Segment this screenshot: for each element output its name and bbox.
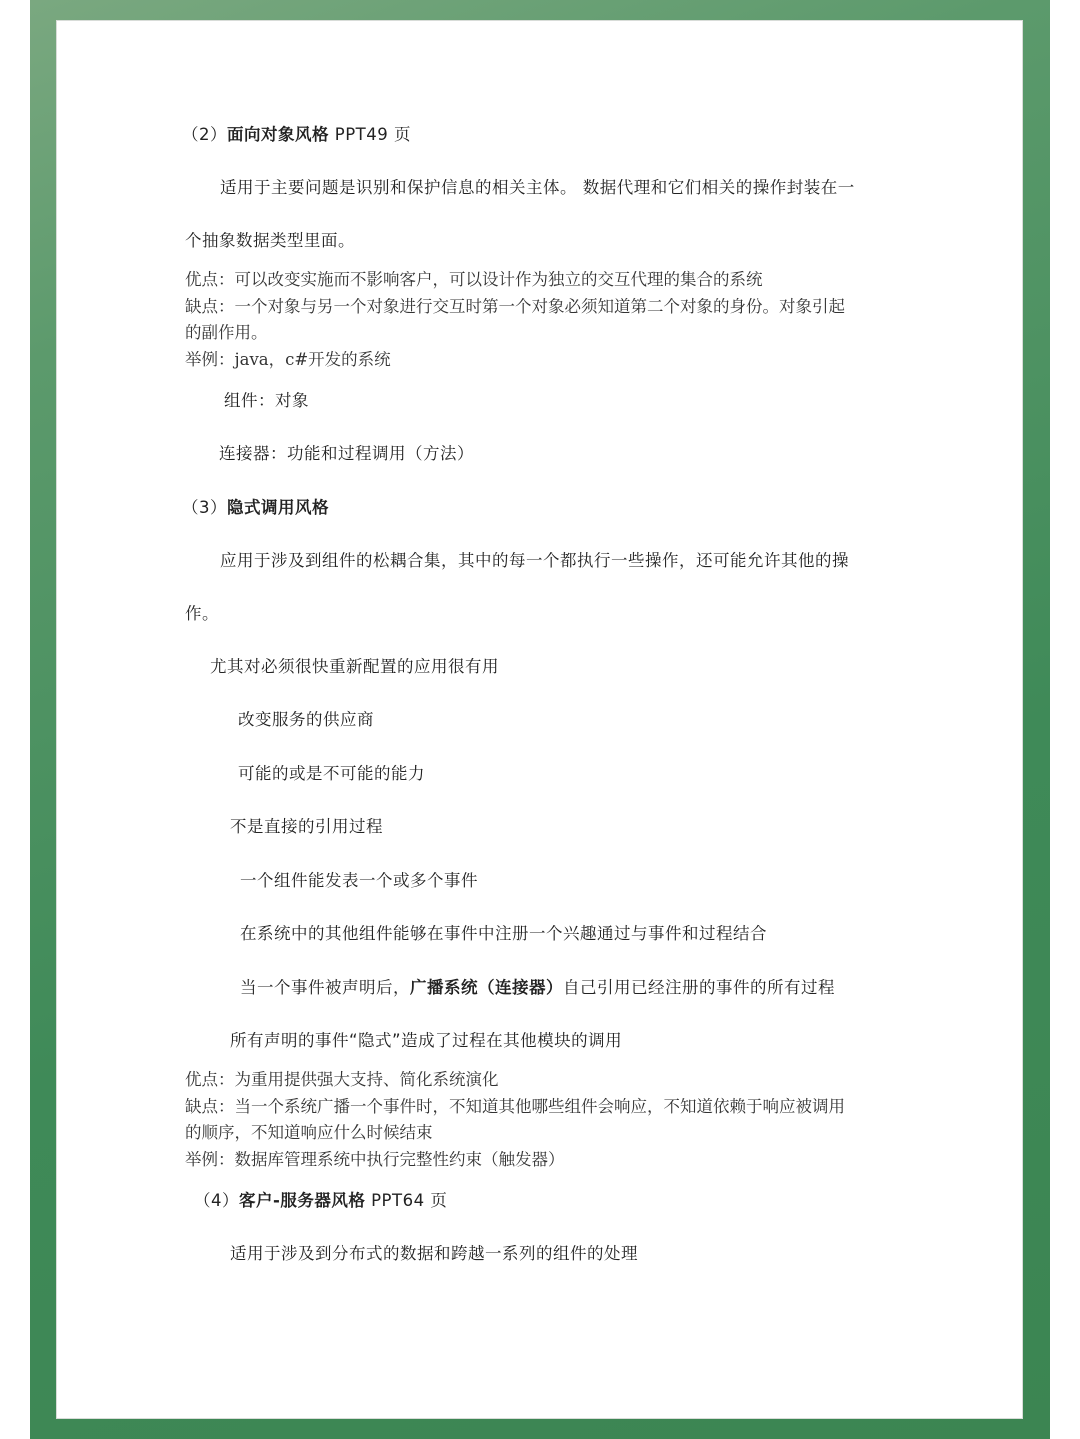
paragraph: [240, 977, 835, 999]
paragraph: 不是直接的引用过程: [230, 817, 383, 836]
cons-text: 缺点：当一个系统广播一个事件时，不知道其他哪些组件会响应，不知道依赖于响应被调用: [185, 1097, 845, 1116]
paragraph: 应用于涉及到组件的松耦合集，其中的每一个都执行一些操作，还可能允许其他的操: [220, 551, 849, 570]
paragraph: 可能的或是不可能的能力: [238, 764, 425, 783]
section4-heading: [194, 1190, 447, 1212]
pros-text: 优点：为重用提供强大支持、简化系统演化: [185, 1070, 499, 1089]
heading-title: 面向对象风格: [227, 125, 329, 144]
heading-title: 客户-服务器风格: [239, 1191, 366, 1210]
section3-heading: [182, 497, 329, 519]
heading-title: 隐式调用风格: [227, 498, 329, 517]
connector-text: 连接器：功能和过程调用（方法）: [219, 444, 474, 463]
section2-heading: [182, 124, 411, 146]
paragraph: 适用于涉及到分布式的数据和跨越一系列的组件的处理: [230, 1244, 638, 1263]
example-text: 举例：数据库管理系统中执行完整性约束（触发器）: [185, 1150, 565, 1169]
heading-number: （3）: [182, 498, 227, 517]
component-text: 组件：对象: [224, 391, 309, 410]
heading-number: （4）: [194, 1191, 239, 1210]
paragraph: 在系统中的其他组件能够在事件中注册一个兴趣通过与事件和过程结合: [240, 924, 767, 943]
example-text: 举例：java，c#开发的系统: [185, 350, 391, 369]
paragraph: 适用于主要问题是识别和保护信息的相关主体。 数据代理和它们相关的操作封装在一: [220, 178, 855, 197]
cons-text: 缺点：一个对象与另一个对象进行交互时第一个对象必须知道第二个对象的身份。对象引起: [185, 297, 845, 316]
bold-text-part: 广播系统（连接器）: [410, 978, 563, 997]
paragraph: 改变服务的供应商: [238, 710, 374, 729]
text-part: 自己引用已经注册的事件的所有过程: [563, 978, 835, 997]
heading-number: （2）: [182, 125, 227, 144]
cons-text: 的顺序，不知道响应什么时候结束: [185, 1123, 433, 1142]
paragraph: 尤其对必须很快重新配置的应用很有用: [210, 657, 499, 676]
pros-text: 优点：可以改变实施而不影响客户，可以设计作为独立的交互代理的集合的系统: [185, 270, 763, 289]
paragraph: 作。: [185, 604, 219, 623]
cons-text: 的副作用。: [185, 323, 268, 342]
paragraph: 所有声明的事件“隐式”造成了过程在其他模块的调用: [230, 1031, 623, 1050]
text-part: 当一个事件被声明后，: [240, 978, 410, 997]
paragraph: 个抽象数据类型里面。: [185, 231, 355, 250]
paragraph: 一个组件能发表一个或多个事件: [240, 871, 478, 890]
heading-suffix: PPT49 页: [329, 125, 411, 144]
heading-suffix: PPT64 页: [365, 1191, 448, 1210]
